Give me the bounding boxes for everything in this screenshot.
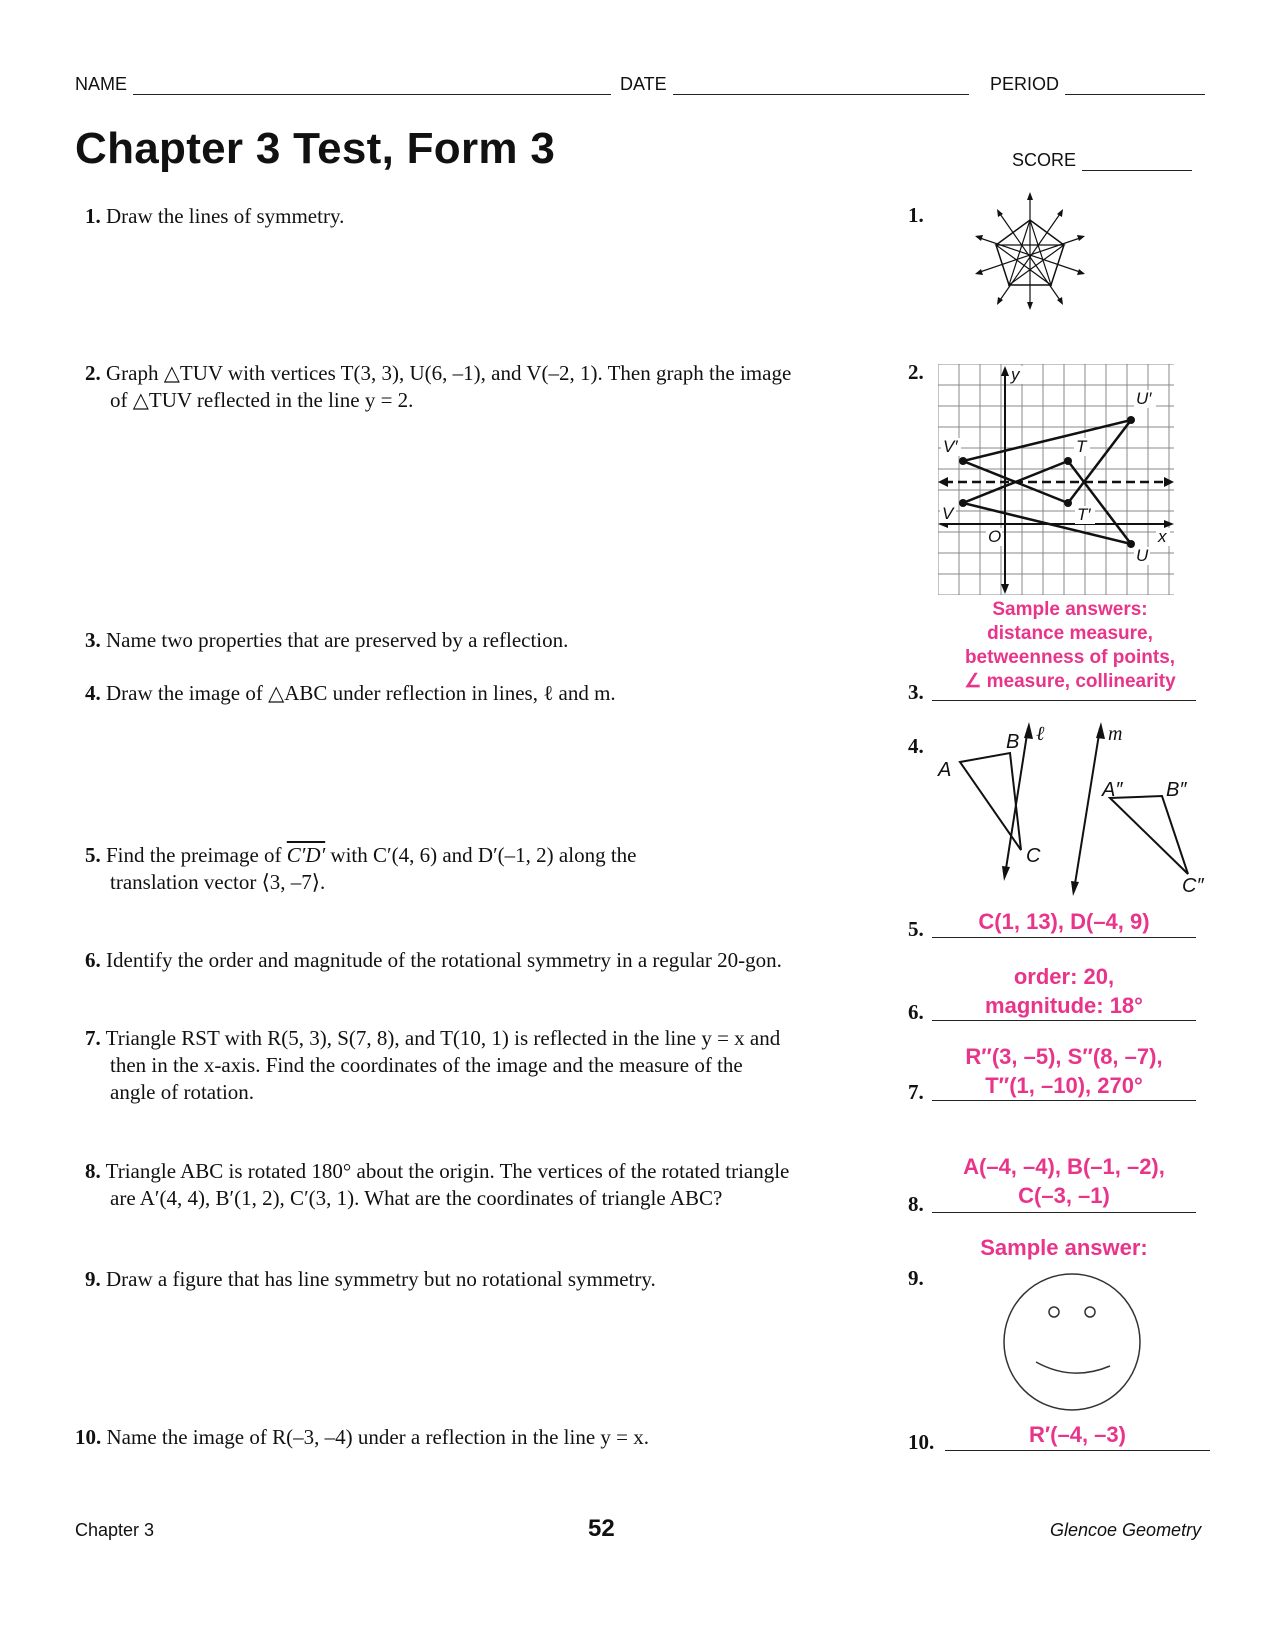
- page-title: Chapter 3 Test, Form 3: [75, 124, 556, 173]
- svg-text:y: y: [1011, 365, 1020, 384]
- answer-3: Sample answers: distance measure, betweenness of points, ∠ measure, collinearity: [964, 599, 1176, 692]
- svg-text:C″: C″: [1182, 875, 1204, 897]
- pentagon-symmetry-figure: [965, 190, 1095, 316]
- svg-text:C: C: [1026, 845, 1041, 867]
- svg-text:B″: B″: [1166, 779, 1187, 801]
- svg-text:m: m: [1108, 723, 1123, 745]
- answer-4-number: 4.: [908, 734, 924, 758]
- score-label: SCORE: [1012, 150, 1077, 170]
- answer-7-number: 7.: [908, 1080, 924, 1104]
- page-number: 52: [588, 1515, 615, 1542]
- answer-8: A(–4, –4), B(–1, –2), C(–3, –1): [963, 1154, 1165, 1208]
- answer-8-line[interactable]: [932, 1212, 1196, 1213]
- answer-2-number: 2.: [908, 360, 924, 384]
- date-field[interactable]: [620, 74, 969, 95]
- question-9: 9. Draw a figure that has line symmetry but no rotational symmetry.: [85, 1267, 656, 1291]
- answer-6: order: 20, magnitude: 18°: [985, 964, 1143, 1018]
- svg-text:x: x: [1158, 527, 1167, 546]
- svg-text:A: A: [938, 759, 952, 781]
- footer-chapter: Chapter 3: [75, 1520, 155, 1540]
- question-8: 8. Triangle ABC is rotated 180° about the origin. The vertices of the rotated triangle are A′(4, 4), B′(1, 2), C′(3, 1). What are the coordinates of triangle ABC?: [85, 1159, 790, 1210]
- answer-10-line[interactable]: [945, 1450, 1210, 1451]
- answer-3-line[interactable]: [932, 700, 1196, 701]
- answer-8-number: 8.: [908, 1192, 924, 1216]
- question-3: 3. Name two properties that are preserved by a reflection.: [85, 628, 569, 652]
- answer-9-label: Sample answer:: [980, 1235, 1148, 1260]
- svg-text:A″: A″: [1102, 779, 1123, 801]
- period-label: PERIOD: [990, 74, 1060, 94]
- question-4: 4. Draw the image of △ABC under reflection in lines, ℓ and m.: [85, 681, 616, 705]
- svg-text:V: V: [942, 504, 954, 523]
- answer-5-number: 5.: [908, 917, 924, 941]
- answer-7-line[interactable]: [932, 1100, 1196, 1101]
- svg-text:B: B: [1006, 731, 1020, 753]
- question-10: 10. Name the image of R(–3, –4) under a reflection in the line y = x.: [75, 1425, 650, 1449]
- name-field[interactable]: [75, 74, 611, 95]
- question-1: 1. Draw the lines of symmetry.: [85, 204, 345, 228]
- triangle-reflection-figure: [930, 718, 1210, 908]
- answer-1-number: 1.: [908, 203, 924, 227]
- question-7: 7. Triangle RST with R(5, 3), S(7, 8), and T(10, 1) is reflected in the line y = x and then in the x-axis. Find the coordinates of the image and the measure of the angle of rotation.: [85, 1026, 781, 1104]
- footer-book: Glencoe Geometry: [1050, 1520, 1202, 1540]
- question-2: 2. Graph △TUV with vertices T(3, 3), U(6, –1), and V(–2, 1). Then graph the image of △TUV reflected in the line y = 2.: [85, 361, 792, 412]
- svg-text:O: O: [988, 527, 1002, 546]
- svg-text:U′: U′: [1136, 389, 1152, 408]
- question-6: 6. Identify the order and magnitude of the rotational symmetry in a regular 20-gon.: [85, 948, 782, 972]
- svg-text:V′: V′: [943, 437, 958, 456]
- reflection-graph: [938, 364, 1174, 595]
- question-5: 5. Find the preimage of C′D′ with C′(4, 6) and D′(–1, 2) along the translation vector ⟨3, –7⟩.: [85, 843, 637, 894]
- svg-text:T′: T′: [1077, 505, 1091, 524]
- svg-text:ℓ: ℓ: [1036, 723, 1045, 745]
- smiley-face-figure: [1000, 1270, 1144, 1414]
- svg-text:U: U: [1136, 546, 1149, 565]
- answer-10-number: 10.: [908, 1430, 935, 1454]
- answer-6-line[interactable]: [932, 1020, 1196, 1021]
- answer-6-number: 6.: [908, 1000, 924, 1024]
- svg-text:T: T: [1076, 437, 1087, 456]
- answer-5: C(1, 13), D(–4, 9): [978, 909, 1150, 934]
- answer-7: R″(3, –5), S″(8, –7), T″(1, –10), 270°: [965, 1044, 1163, 1098]
- answer-3-number: 3.: [908, 680, 924, 704]
- date-label: DATE: [620, 74, 667, 94]
- period-field[interactable]: [990, 74, 1205, 95]
- answer-10: R′(–4, –3): [1029, 1422, 1126, 1447]
- answer-5-line[interactable]: [932, 937, 1196, 938]
- score-field[interactable]: [1012, 150, 1192, 171]
- answer-9-number: 9.: [908, 1266, 924, 1290]
- name-label: NAME: [75, 74, 128, 94]
